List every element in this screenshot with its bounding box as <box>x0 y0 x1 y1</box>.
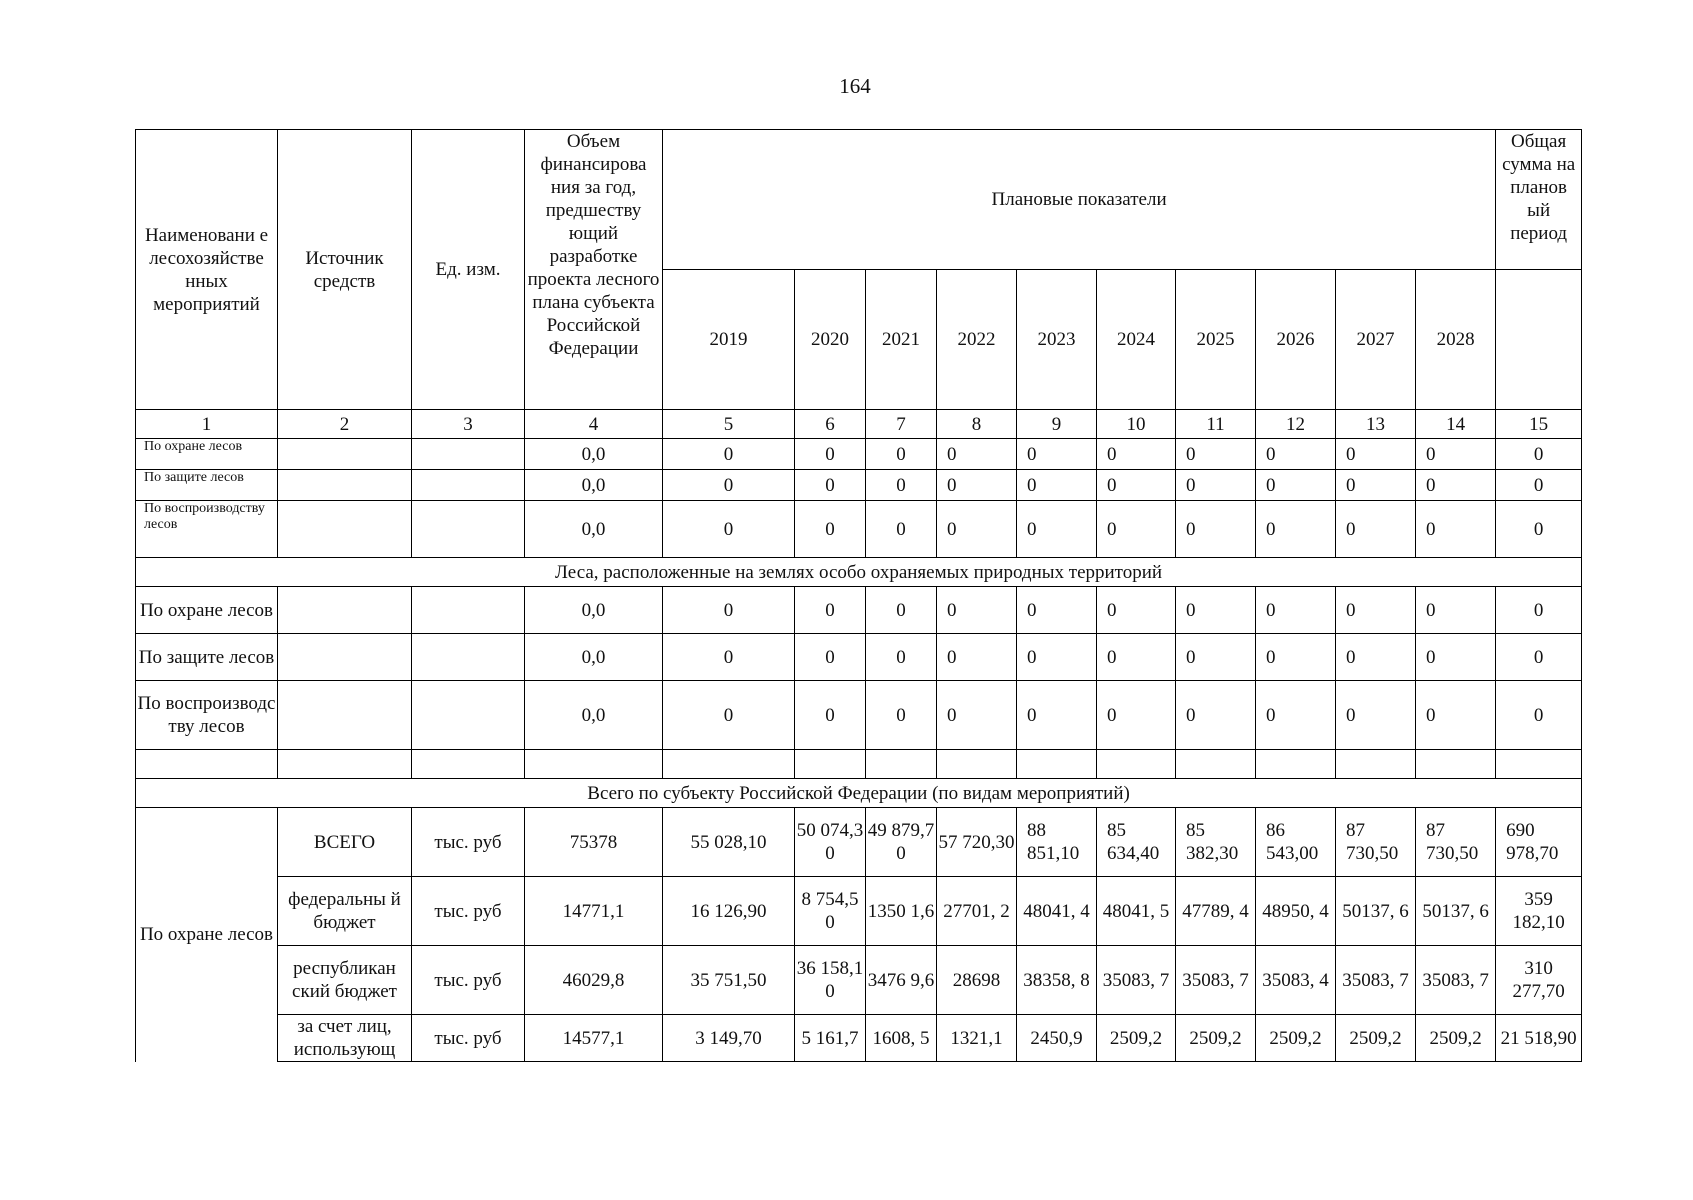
table-row <box>136 877 1582 946</box>
value-cell: 2509,2 <box>1336 1015 1416 1062</box>
col-num: 4 <box>525 410 663 439</box>
col-num: 14 <box>1416 410 1496 439</box>
value-cell: 0 <box>1256 470 1336 501</box>
value-cell: 28698 <box>937 946 1017 1015</box>
value-cell: 85 634,40 <box>1097 808 1176 877</box>
table-row <box>136 470 1582 501</box>
value-cell: 0 <box>663 634 795 681</box>
volume-cell: 46029,8 <box>525 946 663 1015</box>
empty-cell <box>1496 750 1582 779</box>
value-cell: 0 <box>795 470 866 501</box>
value-cell: 0 <box>1097 587 1176 634</box>
header-year: 2023 <box>1017 270 1097 410</box>
total-cell: 310 277,70 <box>1496 946 1582 1015</box>
value-cell: 2450,9 <box>1017 1015 1097 1062</box>
value-cell: 0 <box>1017 681 1097 750</box>
section-row <box>136 558 1582 587</box>
empty-cell <box>412 634 525 681</box>
value-cell: 49 879,7 0 <box>866 808 937 877</box>
source-cell: республикан ский бюджет <box>278 946 412 1015</box>
value-cell: 88 851,10 <box>1017 808 1097 877</box>
col-num: 8 <box>937 410 1017 439</box>
value-cell: 87 730,50 <box>1336 808 1416 877</box>
empty-cell <box>1256 750 1336 779</box>
empty-cell <box>278 750 412 779</box>
section-title-oopt: Леса, расположенные на землях особо охраняемых природных территорий <box>136 558 1582 587</box>
value-cell: 0 <box>937 470 1017 501</box>
table-row <box>136 439 1582 470</box>
value-cell: 0 <box>866 470 937 501</box>
value-cell: 0 <box>866 634 937 681</box>
empty-cell <box>1176 750 1256 779</box>
value-cell: 0 <box>1097 470 1176 501</box>
empty-cell <box>278 439 412 470</box>
unit-cell: тыс. руб <box>412 877 525 946</box>
header-row-1 <box>136 130 1582 270</box>
col-num: 10 <box>1097 410 1176 439</box>
value-cell: 0 <box>663 681 795 750</box>
col-num: 13 <box>1336 410 1416 439</box>
value-cell: 50137, 6 <box>1416 877 1496 946</box>
value-cell: 48950, 4 <box>1256 877 1336 946</box>
value-cell: 0 <box>1416 681 1496 750</box>
table-row <box>136 1015 1582 1062</box>
value-cell: 48041, 4 <box>1017 877 1097 946</box>
source-cell: за счет лиц, использующ <box>278 1015 412 1062</box>
value-cell: 0 <box>663 470 795 501</box>
empty-cell <box>412 750 525 779</box>
value-cell: 0 <box>937 501 1017 558</box>
row-name: По воспроизводс тву лесов <box>136 681 278 750</box>
empty-cell <box>525 750 663 779</box>
value-cell: 0 <box>1256 587 1336 634</box>
empty-cell <box>136 750 278 779</box>
empty-cell <box>937 750 1017 779</box>
volume-cell: 0,0 <box>525 501 663 558</box>
total-cell: 21 518,90 <box>1496 1015 1582 1062</box>
value-cell: 0 <box>1416 587 1496 634</box>
volume-cell: 75378 <box>525 808 663 877</box>
empty-cell <box>278 681 412 750</box>
row-name: По охране лесов <box>136 587 278 634</box>
col-num: 15 <box>1496 410 1582 439</box>
header-year: 2021 <box>866 270 937 410</box>
forest-plan-table <box>135 129 1582 1062</box>
value-cell: 1321,1 <box>937 1015 1017 1062</box>
value-cell: 0 <box>1336 439 1416 470</box>
empty-cell <box>663 750 795 779</box>
value-cell: 0 <box>937 681 1017 750</box>
value-cell: 0 <box>1256 501 1336 558</box>
value-cell: 0 <box>1097 681 1176 750</box>
value-cell: 0 <box>795 634 866 681</box>
value-cell: 48041, 5 <box>1097 877 1176 946</box>
table-row <box>136 587 1582 634</box>
volume-cell: 14771,1 <box>525 877 663 946</box>
total-cell: 0 <box>1496 439 1582 470</box>
row-name: По охране лесов <box>136 439 278 470</box>
value-cell: 87 730,50 <box>1416 808 1496 877</box>
empty-cell <box>412 470 525 501</box>
value-cell: 35083, 4 <box>1256 946 1336 1015</box>
total-cell: 0 <box>1496 501 1582 558</box>
col-num: 1 <box>136 410 278 439</box>
row-name: По защите лесов <box>136 470 278 501</box>
table-row <box>136 946 1582 1015</box>
value-cell: 16 126,90 <box>663 877 795 946</box>
empty-cell <box>278 501 412 558</box>
header-activity-name: Наименовани е лесохозяйстве нных мероприятий <box>136 130 278 410</box>
empty-cell <box>278 634 412 681</box>
row-name: По воспроизводству лесов <box>136 501 278 558</box>
value-cell: 0 <box>937 439 1017 470</box>
value-cell: 0 <box>1336 634 1416 681</box>
value-cell: 3476 9,6 <box>866 946 937 1015</box>
section-title-total: Всего по субъекту Российской Федерации (по видам мероприятий) <box>136 779 1582 808</box>
value-cell: 0 <box>1017 501 1097 558</box>
value-cell: 0 <box>1176 634 1256 681</box>
col-num: 12 <box>1256 410 1336 439</box>
value-cell: 85 382,30 <box>1176 808 1256 877</box>
value-cell: 0 <box>1017 587 1097 634</box>
value-cell: 57 720,30 <box>937 808 1017 877</box>
empty-cell <box>412 681 525 750</box>
header-year: 2025 <box>1176 270 1256 410</box>
value-cell: 0 <box>1176 681 1256 750</box>
value-cell: 55 028,10 <box>663 808 795 877</box>
table-row <box>136 808 1582 877</box>
header-year: 2026 <box>1256 270 1336 410</box>
empty-cell <box>795 750 866 779</box>
value-cell: 35 751,50 <box>663 946 795 1015</box>
total-cell: 0 <box>1496 634 1582 681</box>
empty-cell <box>412 501 525 558</box>
row-name: По защите лесов <box>136 634 278 681</box>
section-row <box>136 779 1582 808</box>
total-cell: 0 <box>1496 587 1582 634</box>
col-num: 9 <box>1017 410 1097 439</box>
empty-cell <box>866 750 937 779</box>
value-cell: 50137, 6 <box>1336 877 1416 946</box>
value-cell: 0 <box>663 439 795 470</box>
value-cell: 0 <box>795 587 866 634</box>
col-num: 5 <box>663 410 795 439</box>
value-cell: 0 <box>1416 501 1496 558</box>
value-cell: 1350 1,6 <box>866 877 937 946</box>
unit-cell: тыс. руб <box>412 1015 525 1062</box>
value-cell: 2509,2 <box>1256 1015 1336 1062</box>
header-year: 2024 <box>1097 270 1176 410</box>
page-number: 164 <box>839 74 871 98</box>
volume-cell: 0,0 <box>525 439 663 470</box>
value-cell: 0 <box>663 587 795 634</box>
volume-cell: 0,0 <box>525 681 663 750</box>
header-year: 2027 <box>1336 270 1416 410</box>
value-cell: 50 074,3 0 <box>795 808 866 877</box>
header-year: 2028 <box>1416 270 1496 410</box>
total-cell: 359 182,10 <box>1496 877 1582 946</box>
value-cell: 0 <box>1176 470 1256 501</box>
header-year: 2019 <box>663 270 795 410</box>
table-row <box>136 501 1582 558</box>
value-cell: 35083, 7 <box>1336 946 1416 1015</box>
source-cell: федеральны й бюджет <box>278 877 412 946</box>
header-source: Источник средств <box>278 130 412 410</box>
unit-cell: тыс. руб <box>412 946 525 1015</box>
value-cell: 0 <box>1336 587 1416 634</box>
value-cell: 2509,2 <box>1416 1015 1496 1062</box>
value-cell: 0 <box>1416 634 1496 681</box>
empty-cell <box>1097 750 1176 779</box>
value-cell: 27701, 2 <box>937 877 1017 946</box>
col-num: 2 <box>278 410 412 439</box>
header-prior-volume: Объем финансирова ния за год, предшеству ющий разработке проекта лесного плана субъекта Российской Федерации <box>525 130 663 410</box>
col-num: 11 <box>1176 410 1256 439</box>
value-cell: 0 <box>1176 501 1256 558</box>
value-cell: 0 <box>1017 439 1097 470</box>
value-cell: 0 <box>1097 501 1176 558</box>
value-cell: 0 <box>1176 439 1256 470</box>
volume-cell: 0,0 <box>525 470 663 501</box>
value-cell: 0 <box>1256 634 1336 681</box>
header-unit: Ед. изм. <box>412 130 525 410</box>
value-cell: 0 <box>937 587 1017 634</box>
table-row <box>136 634 1582 681</box>
header-year: 2020 <box>795 270 866 410</box>
total-cell: 0 <box>1496 470 1582 501</box>
value-cell: 35083, 7 <box>1097 946 1176 1015</box>
value-cell: 86 543,00 <box>1256 808 1336 877</box>
total-cell: 690 978,70 <box>1496 808 1582 877</box>
value-cell: 0 <box>866 681 937 750</box>
value-cell: 0 <box>1256 681 1336 750</box>
empty-cell <box>1017 750 1097 779</box>
protection-name: По охране лесов <box>136 808 278 1062</box>
col-num: 3 <box>412 410 525 439</box>
value-cell: 0 <box>866 439 937 470</box>
value-cell: 0 <box>866 501 937 558</box>
value-cell: 0 <box>1017 634 1097 681</box>
value-cell: 0 <box>1336 501 1416 558</box>
header-total-blank <box>1496 270 1582 410</box>
value-cell: 0 <box>937 634 1017 681</box>
empty-row <box>136 750 1582 779</box>
value-cell: 0 <box>866 587 937 634</box>
total-cell: 0 <box>1496 681 1582 750</box>
value-cell: 0 <box>1256 439 1336 470</box>
empty-cell <box>278 470 412 501</box>
value-cell: 38358, 8 <box>1017 946 1097 1015</box>
header-year: 2022 <box>937 270 1017 410</box>
value-cell: 0 <box>1097 439 1176 470</box>
volume-cell: 0,0 <box>525 587 663 634</box>
value-cell: 0 <box>795 439 866 470</box>
value-cell: 47789, 4 <box>1176 877 1256 946</box>
empty-cell <box>412 439 525 470</box>
value-cell: 35083, 7 <box>1176 946 1256 1015</box>
value-cell: 0 <box>1017 470 1097 501</box>
volume-cell: 0,0 <box>525 634 663 681</box>
value-cell: 0 <box>1097 634 1176 681</box>
value-cell: 2509,2 <box>1097 1015 1176 1062</box>
source-cell: ВСЕГО <box>278 808 412 877</box>
col-num: 6 <box>795 410 866 439</box>
value-cell: 0 <box>1176 587 1256 634</box>
value-cell: 0 <box>1336 470 1416 501</box>
value-cell: 5 161,7 <box>795 1015 866 1062</box>
value-cell: 1608, 5 <box>866 1015 937 1062</box>
empty-cell <box>1336 750 1416 779</box>
value-cell: 0 <box>1336 681 1416 750</box>
col-num: 7 <box>866 410 937 439</box>
value-cell: 8 754,5 0 <box>795 877 866 946</box>
value-cell: 0 <box>1416 470 1496 501</box>
value-cell: 36 158,1 0 <box>795 946 866 1015</box>
empty-cell <box>412 587 525 634</box>
value-cell: 0 <box>795 681 866 750</box>
empty-cell <box>1416 750 1496 779</box>
empty-cell <box>278 587 412 634</box>
table-row <box>136 681 1582 750</box>
column-numbers-row <box>136 410 1582 439</box>
value-cell: 0 <box>663 501 795 558</box>
volume-cell: 14577,1 <box>525 1015 663 1062</box>
header-total: Общая сумма на планов ый период <box>1496 130 1582 270</box>
value-cell: 2509,2 <box>1176 1015 1256 1062</box>
value-cell: 0 <box>795 501 866 558</box>
value-cell: 0 <box>1416 439 1496 470</box>
value-cell: 35083, 7 <box>1416 946 1496 1015</box>
unit-cell: тыс. руб <box>412 808 525 877</box>
value-cell: 3 149,70 <box>663 1015 795 1062</box>
header-plan-indicators: Плановые показатели <box>663 130 1496 270</box>
